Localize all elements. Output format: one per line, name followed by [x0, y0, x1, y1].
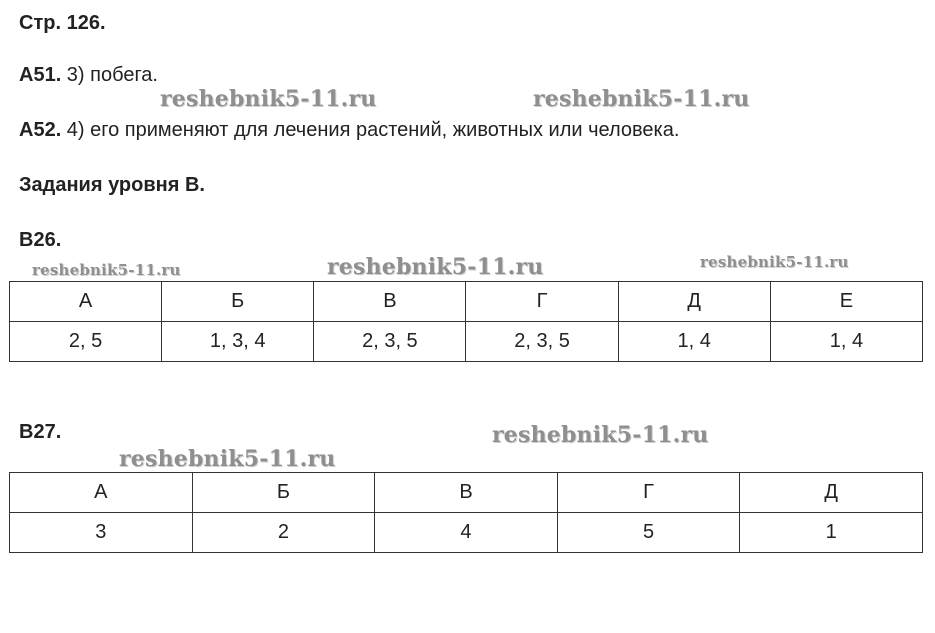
b27-header-cell: Д: [740, 473, 923, 513]
watermark: reshebnik5-11.ru: [327, 254, 544, 280]
b26-value-row: [10, 322, 923, 362]
b27-table: [9, 472, 923, 553]
answer-a52-text: 4) его применяют для лечения растений, животных или человека.: [61, 119, 680, 141]
section-title: Задания уровня В.: [19, 174, 205, 196]
b26-header-cell: Д: [618, 282, 770, 322]
page-header: Стр. 126.: [19, 12, 106, 34]
b26-header-cell: Б: [162, 282, 314, 322]
b27-header-row: [10, 473, 923, 513]
b27-value-row: [10, 513, 923, 553]
b26-table: [9, 281, 923, 362]
b27-header-cell: В: [375, 473, 558, 513]
answer-a52: [19, 119, 679, 142]
b26-value-cell: 1, 4: [770, 322, 922, 362]
b26-header-cell: Г: [466, 282, 618, 322]
b27-header-cell: Г: [557, 473, 740, 513]
b26-value-cell: 2, 5: [10, 322, 162, 362]
b27-value-cell: 2: [192, 513, 375, 553]
b26-value-cell: 2, 3, 5: [314, 322, 466, 362]
watermark: reshebnik5-11.ru: [119, 446, 336, 472]
watermark: reshebnik5-11.ru: [533, 86, 750, 112]
watermark: reshebnik5-11.ru: [492, 422, 709, 448]
answer-a51-text: 3) побега.: [61, 64, 158, 86]
b26-header-row: [10, 282, 923, 322]
b27-label: В27.: [19, 421, 62, 443]
b27-header-cell: А: [10, 473, 193, 513]
watermark: reshebnik5-11.ru: [700, 253, 849, 271]
b27-value-cell: 1: [740, 513, 923, 553]
answer-a52-label: А52.: [19, 119, 62, 141]
b27-value-cell: 5: [557, 513, 740, 553]
answer-a51-label: А51.: [19, 64, 62, 86]
b26-value-cell: 1, 3, 4: [162, 322, 314, 362]
b26-label: В26.: [19, 229, 62, 251]
b26-header-cell: А: [10, 282, 162, 322]
watermark: reshebnik5-11.ru: [32, 261, 181, 279]
b27-value-cell: 3: [10, 513, 193, 553]
watermark: reshebnik5-11.ru: [160, 86, 377, 112]
answer-a51: [19, 64, 158, 87]
b26-value-cell: 1, 4: [618, 322, 770, 362]
b27-header-cell: Б: [192, 473, 375, 513]
b26-value-cell: 2, 3, 5: [466, 322, 618, 362]
b26-header-cell: В: [314, 282, 466, 322]
b27-value-cell: 4: [375, 513, 558, 553]
b26-header-cell: Е: [770, 282, 922, 322]
